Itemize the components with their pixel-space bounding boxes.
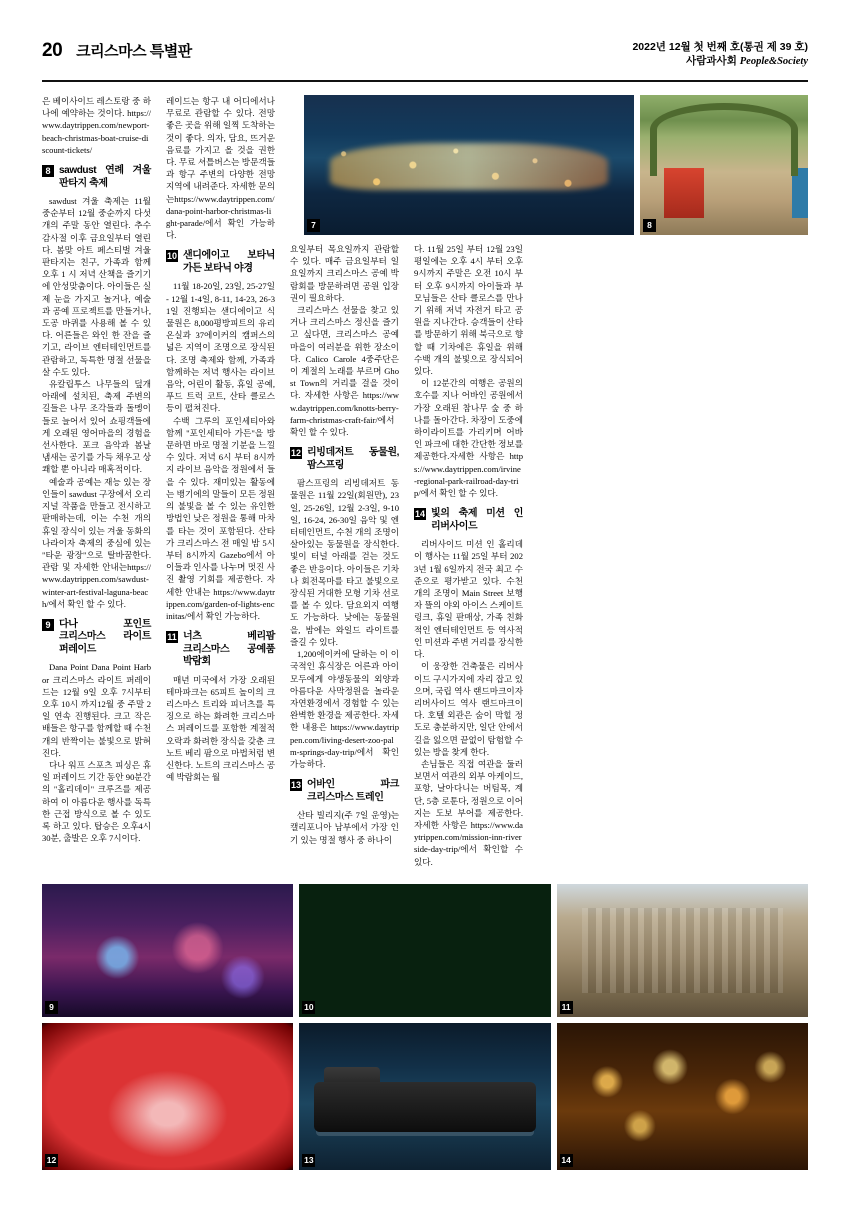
photo-badge: 9 bbox=[45, 1001, 58, 1014]
headline-10 bbox=[166, 250, 275, 275]
photo-badge: 7 bbox=[307, 219, 320, 232]
mission-inn-lights-photo bbox=[557, 1023, 808, 1170]
section-title: 크리스마스 특별판 bbox=[76, 43, 192, 60]
column-4 bbox=[414, 243, 523, 868]
headline-text: 빛의 축제 미션 인 리버사이드 bbox=[431, 508, 523, 532]
photo-badge: 10 bbox=[304, 1002, 314, 1012]
paragraph: 손님들은 직접 여관을 둘러보면서 여관의 외부 아케이드, 포항, 날아다니는 버팀목, 계단, 5층 로툰다, 정원으로 이어지는 도보 부어를 제공한다. 자세한 사항은 https://www.daytrippen.com/mission-inn-riverside-day-trip/에서 확인할 수 있다. bbox=[414, 758, 523, 867]
christmas-train-photo bbox=[299, 1023, 550, 1170]
light-display-photo bbox=[42, 884, 293, 1017]
page-number: 20 bbox=[42, 40, 63, 61]
photo-badge: 11 bbox=[561, 1002, 571, 1012]
masthead bbox=[42, 40, 808, 82]
headline-number: 9 bbox=[42, 619, 54, 631]
article-columns bbox=[42, 95, 808, 865]
headline-text: sawdust 연례 겨울 판타지 축제 bbox=[59, 165, 151, 189]
headline-text: 어바인 파크 크리스마스 트레인 bbox=[307, 779, 399, 803]
photo-badge: 8 bbox=[643, 219, 656, 232]
headline-text: 리빙데저트 동물원, 팜스프링 bbox=[307, 447, 399, 471]
red-light-tunnel-photo bbox=[42, 1023, 293, 1170]
column-3 bbox=[290, 243, 399, 846]
publisher-line bbox=[632, 54, 808, 69]
headline-11 bbox=[166, 631, 275, 669]
paragraph: 레이드는 항구 내 어디에서나 무료로 관람할 수 있다. 전망 좋은 곳을 위해 일찍 도착하는 것이 좋다. 의자, 담요, 뜨거운 음료를 가지고 올 것을 권한다. 무료 셔틀버스는 방문객들과 항구 주변의 다양한 전망 지역에 내려준다. 자세한 문의는https://www.daytrippen.com/dana-point-harbor-christmas-light-parade/에서 확인 가능하다. bbox=[166, 96, 275, 241]
headline-number: 14 bbox=[414, 509, 425, 520]
paragraph: 유칼립투스 나무들의 덮개 아래에 설치된, 축제 주변의 길들은 나무 조각들과 돌멩이들로 늘어서 있어 쇼핑객들에게 오래된 영어마을의 경험을 선사한다. 포크 음악과 봄날 냄새는 공기를 가득 채우고 상쾌할 뿐 아니라 매혹적이다. bbox=[42, 379, 151, 475]
issue-line: 2022년 12월 첫 번째 호(통권 제 39 호) bbox=[632, 41, 808, 53]
publisher-name-en: People&Society bbox=[739, 56, 808, 68]
berry-farm-village-photo bbox=[557, 884, 808, 1017]
column-1 bbox=[42, 95, 151, 844]
photo-badge: 14 bbox=[561, 1155, 571, 1165]
headline-number: 10 bbox=[166, 251, 177, 262]
paragraph: 산타 빌리지(주 7일 운영)는 캘리포니아 남부에서 가장 인기 있는 명절 행사 중 하나이 bbox=[290, 810, 399, 845]
paragraph: 크리스마스 선물을 찾고 있거나 크리스마스 정신을 즐기고 싶다면, 크리스마스 공예 마을이 여러분을 위한 장소이다. Calico Carole 4중주단은 이 계절의 노래를 부르며 Ghost Town의 거리를 걸을 것이다. 자세한 사항은 https://www.daytrippen.com/knotts-berry-farm-christmas-craft-fair/에서 확인 할 수 있다. bbox=[290, 305, 399, 438]
paragraph: 팜스프링의 리빙데저트 동물원은 11월 22일(회원만), 23일, 25-26일, 12월 2-3일, 9-10일, 16-24, 26-30일 음악 및 엔터테인먼트, 수천 개의 조명이 살아있는 동물원을 장식한다. 빛이 터널 아래를 걷는 것도 좋은 반응이다. 아이들은 기차나 회전목마를 타고 불빛으로 장식된 거대한 모형 기차 선로를 볼 수 있다. 담요외지 여행도 가능하다. 낮에는 동물원을, 밤에는 와일드 라이트를 즐길 수 있다. bbox=[290, 478, 399, 647]
paragraph: 이 웅장한 건축물은 리버사이드 구시가지에 자리 잡고 있으며, 국립 역사 랜드마크이자 리버사이드 역사 랜드마크이다. 호텔 외관은 숨이 막힐 정도로 충분하지만, 일단 안에서 길을 잃으면 끝없이 탐험할 수 있는 방을 찾게 한다. bbox=[414, 661, 523, 757]
paragraph: 다. 11월 25일 부터 12월 23일 평일에는 오후 4시 부터 오후 9시까지 주말은 오전 10시 부터 오후 9시까지 아이들과 부모님들은 산타 클로스를 만나기 위해 저녁 자전거 타고 공원을 지나간다. 승객들이 산타를 방문하기 위해 북극으로 향할 때 기차에은 휴일을 위해 수백 개의 불빛으로 장식되어 있다. bbox=[414, 244, 523, 377]
paragraph: sawdust 겨울 축제는 11월 중순부터 12월 중순까지 다섯 개의 주말 동안 열린다. 추수감사절 이후 금요일부터 열린다. 봄맞 아트 페스티벌 겨울 판타지는 친구, 가족과 함께 오후 1 시 저녁 산책을 즐기기에 안성맞춤이다. 아이들은 실제 눈을 가지고 놀거나, 예술과 공예 프로젝트를 만들거나, 도공 바퀴를 사용해 볼 수 있다. 어른들은 와인 한 잔을 즐기고, 라이브 엔터테인먼트를 관람하고, 독특한 명절 선물을 살 수도 있다. bbox=[42, 196, 151, 377]
headline-13 bbox=[290, 779, 399, 804]
photo-badge: 13 bbox=[304, 1155, 314, 1165]
headline-9 bbox=[42, 619, 151, 657]
headline-number: 13 bbox=[290, 780, 301, 791]
headline-number: 8 bbox=[42, 165, 54, 177]
paragraph: 요일부터 목요일까지 관람할 수 있다. 매주 금요일부터 일요일까지 크리스마스 공예 박람회를 방문하려면 공원 입장권이 필요하다. bbox=[290, 244, 399, 303]
paragraph: 수백 그루의 포인세티아와 함께 "포인세티아 가든"을 방문하면 바로 명절 기분을 느낄 수 있다. 저녁 6시 부터 8시까지 라이브 음악을 정원에서 들을 수 있다. 재미있는 활동에는 뱅기에의 말들이 모든 정원의 불빛을 볼 수 있는 유인한 방법인 낮은 정원을 통해 마차를 타는 것이 포함된다. 산타가 크리스마스 전 매일 밤 5시부터 8시까지 Gazebo에서 아이들과 인사를 나누며 멋진 사진 촬영 기회를 제공한다. 자세한 안내는 https://www.daytrippen.com/garden-of-lights-encinitas/에서 확인 가능하다. bbox=[166, 415, 275, 621]
headline-number: 11 bbox=[167, 632, 177, 643]
bottom-photo-grid bbox=[42, 884, 808, 1170]
paragraph: 11월 18-20일, 23일, 25-27일 - 12월 1-4일, 8-11, 14-23, 26-31일 진행되는 샌디에이고 식물원은 8,000평방피트의 유리 온실과 37에이커의 캠퍼스의 넓은 지역이 조명으로 장식된다. 조명 축제와 함께, 가족과 함께하는 저녁 행사는 라이브 음악, 어린이 활동, 휴일 공예, 푸드 트럭 코트, 산타 클로스 등이 펼쳐진다. bbox=[166, 281, 275, 414]
paragraph: 은 베이사이드 레스토랑 중 하나에 예약하는 것이다. https://www.daytrippen.com/newport-beach-christmas-boat-cruise-discount-tickets/ bbox=[42, 96, 151, 155]
paragraph: 예술과 공예는 재능 있는 장인들이 sawdust 구장에서 오리지널 작품을 만들고 전시하고 판매하는데, 이는 수천 개의 휴일 장식이 있는 겨울 동화의 나라이자 축제의 중심에 있는 "타운 광장"으로 탈바꿈한다. 관람 및 자세한 안내는https://www.daytrippen.com/sawdust-winter-art-festival-laguna-beach/에서 확인 할 수 있다. bbox=[42, 476, 151, 609]
photo-badge: 12 bbox=[46, 1155, 57, 1165]
masthead-right bbox=[632, 40, 808, 69]
column-2 bbox=[166, 95, 275, 783]
publisher-name-ko: 사람과사회 bbox=[686, 55, 740, 68]
headline-number: 12 bbox=[290, 448, 301, 459]
masthead-left bbox=[42, 40, 192, 62]
headline-text: 샌디에이고 보타닉 가든 보타닉 야경 bbox=[183, 250, 275, 274]
paragraph: 1,200에이커에 달하는 이 이국적인 휴식장은 어른과 아이 모두에게 야생동물의 외양과 아름다운 사막정원을 놀라운 자연환경에서 경험할 수 있는 완벽한 환경을 제공한다. 자세한 내용은 https://www.daytrippen.com/living-desert-zoo-palm-springs-day-trip/에서 확인 가능하다. bbox=[290, 649, 399, 769]
paragraph: 리버사이드 미션 인 홀리데이 행사는 11월 25일 부터 2023년 1월 6일까지 전국 최고 수준으로 평가받고 있다. 수천 개의 조명이 Main Street 보행자 뜰의 야외 아이스 스케이트 링크, 휴일 판매상, 가족 친화적인 엔터테인먼트 등 역사적인 미션과 주변 거리를 장식한다. bbox=[414, 539, 523, 660]
green-lights-garden-photo bbox=[299, 884, 550, 1017]
headline-text: 다나 포인트 크리스마스 라이트 퍼레이드 bbox=[59, 618, 151, 655]
headline-14 bbox=[414, 508, 523, 533]
paragraph: 이 12분간의 여행은 공원의 호수를 지나 어바인 공원에서 가장 오래된 참나무 숲 중 하나를 돌아간다. 차장이 도중에 하이라이트를 가리키며 어바인 파크에 대한 간단한 정보를 제공한다.자세한 사항은 https://www.daytrippen.com/irvine-regional-park-railroad-day-trip/에서 확인 할 수 있다. bbox=[414, 378, 523, 499]
paragraph: Dana Point Dana Point Harbor 크리스마스 라이트 퍼레이드는 12월 9일 오후 7시부터 오후 10시 까지12월 중 주말 2일 연속 진행된다. 크고 작은 배들은 항구를 함께할 때 수천 개의 반짝이는 불빛으로 밝혀진다. bbox=[42, 662, 151, 758]
paragraph: 다나 워프 스포츠 피싱은 휴일 퍼레이드 기간 동안 90분간의 "홀리데이" 크루즈를 제공하여 이 아름다운 행사를 독특한 근접 방식으로 볼 수 있도록 하고 있다. 탑승은 오후4시 30분, 출발은 오후 7시이다. bbox=[42, 760, 151, 844]
headline-12 bbox=[290, 447, 399, 472]
headline-text: 너츠 베리팜 크리스마스 공예품 박람회 bbox=[183, 631, 275, 668]
headline-8 bbox=[42, 165, 151, 190]
paragraph: 매년 미국에서 가장 오래된 테마파크는 65피트 높이의 크리스마스 트리와 피너츠를 특징으로 하는 화려한 크리스마스 퍼레이드를 포함한 계절적 오락과 화려한 장식을 갖춘 크노트 베리 팜으로 마법처럼 변신한다. 노트의 크리스마스 공예 박람회는 월 bbox=[166, 674, 275, 783]
